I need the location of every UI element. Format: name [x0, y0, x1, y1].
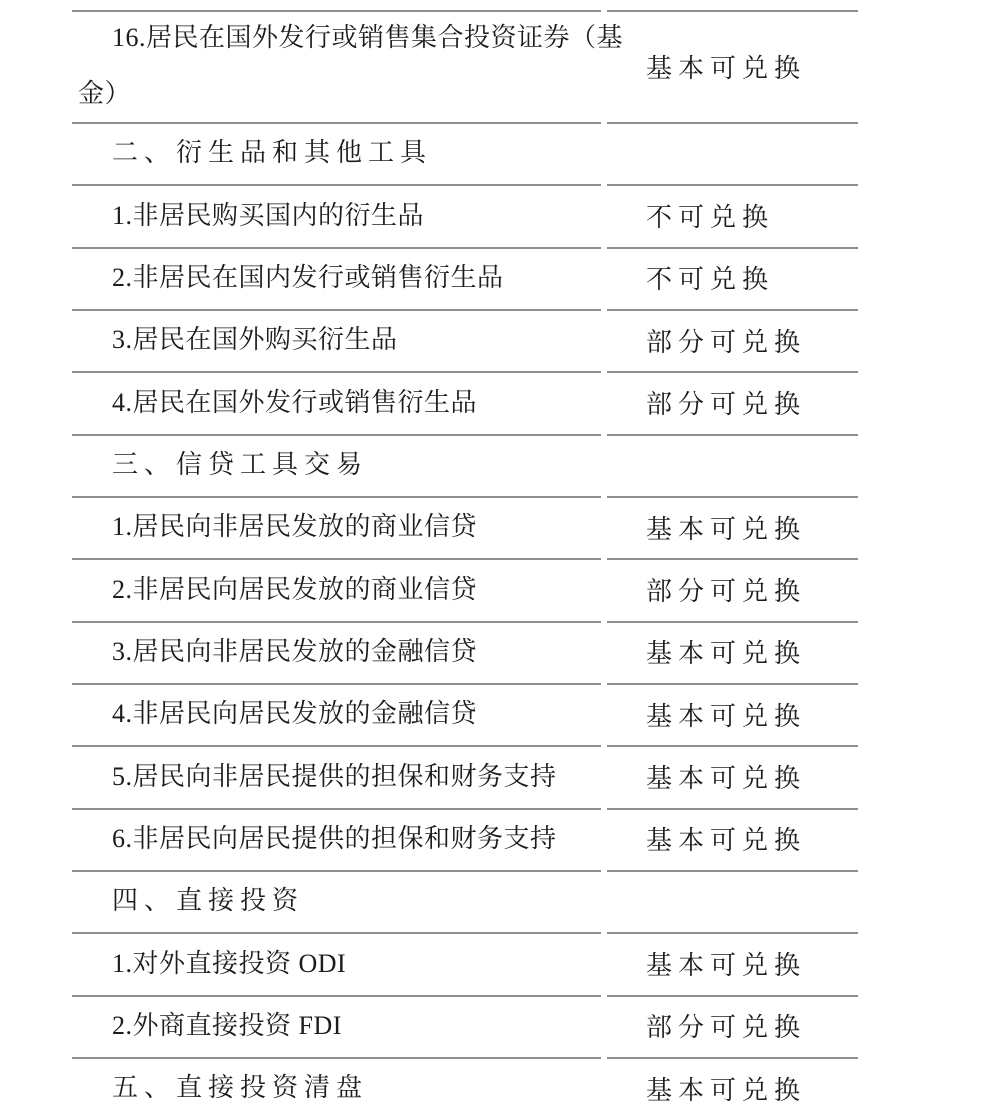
row-divider-right: [607, 122, 858, 124]
convertibility-status: 不可兑换: [646, 203, 775, 233]
convertibility-status: 不可兑换: [646, 265, 775, 295]
section-label: [78, 434, 618, 496]
label-line: 四、直接投资: [112, 886, 305, 916]
item-label: [78, 745, 618, 807]
table-row: [72, 434, 858, 496]
convertibility-status: 基本可兑换: [646, 53, 807, 83]
convertibility-table: [72, 10, 858, 1120]
label-line: 5.居民向非居民提供的担保和财务支持: [112, 761, 557, 791]
convertibility-status: 基本可兑换: [646, 514, 807, 544]
table-row: [72, 808, 858, 870]
table-row: [72, 870, 858, 932]
item-label: [78, 184, 618, 246]
label-line: 6.非居民向居民提供的担保和财务支持: [112, 823, 557, 853]
label-line: 金）: [78, 79, 132, 108]
table-row: [72, 745, 858, 807]
label-line: 2.外商直接投资 FDI: [112, 1010, 342, 1040]
label-line: 3.居民在国外购买衍生品: [112, 325, 398, 355]
section-label: [78, 122, 618, 184]
convertibility-status: 部分可兑换: [646, 577, 807, 607]
label-line: 2.非居民在国内发行或销售衍生品: [112, 262, 504, 292]
item-label: [78, 558, 618, 620]
item-label: [78, 371, 618, 433]
label-line: 4.非居民向居民发放的金融信贷: [112, 699, 478, 729]
convertibility-status: 基本可兑换: [646, 826, 807, 856]
label-line: 1.对外直接投资 ODI: [112, 948, 347, 978]
label-line: 16.居民在国外发行或销售集合投资证券（基: [112, 23, 624, 52]
label-line: 二、衍生品和其他工具: [112, 138, 433, 168]
item-label: [78, 496, 618, 558]
row-divider-right: [607, 870, 858, 872]
label-line: 4.居民在国外发行或销售衍生品: [112, 387, 478, 417]
convertibility-status: 基本可兑换: [646, 764, 807, 794]
item-label: [78, 995, 618, 1057]
label-line: 三、信贷工具交易: [112, 449, 369, 479]
item-label: [78, 683, 618, 745]
table-row: [72, 932, 858, 994]
table-row: [72, 558, 858, 620]
convertibility-status: 基本可兑换: [646, 951, 807, 981]
table-row: [72, 1057, 858, 1119]
table-row: [72, 496, 858, 558]
table-row: [72, 371, 858, 433]
convertibility-status: 部分可兑换: [646, 1013, 807, 1043]
table-row: [72, 309, 858, 371]
table-row: [72, 247, 858, 309]
item-label: [78, 621, 618, 683]
item-label: [78, 247, 618, 309]
item-label: [78, 10, 624, 122]
label-line: 1.居民向非居民发放的商业信贷: [112, 512, 478, 542]
section-label: [78, 870, 618, 932]
convertibility-status: 部分可兑换: [646, 390, 807, 420]
convertibility-status: 基本可兑换: [646, 639, 807, 669]
table-row: [72, 621, 858, 683]
table-row: [72, 683, 858, 745]
table-row: [72, 995, 858, 1057]
table-row: [72, 10, 858, 122]
label-line: 五、直接投资清盘: [112, 1073, 369, 1103]
table-row: [72, 184, 858, 246]
label-line: 1.非居民购买国内的衍生品: [112, 200, 425, 230]
row-divider-right: [607, 434, 858, 436]
section-label: [78, 1057, 618, 1119]
convertibility-status: 部分可兑换: [646, 327, 807, 357]
item-label: [78, 932, 618, 994]
convertibility-status: 基本可兑换: [646, 1075, 807, 1105]
item-label: [78, 808, 618, 870]
item-label: [78, 309, 618, 371]
convertibility-status: 基本可兑换: [646, 701, 807, 731]
table-row: [72, 122, 858, 184]
label-line: 2.非居民向居民发放的商业信贷: [112, 574, 478, 604]
label-line: 3.居民向非居民发放的金融信贷: [112, 636, 478, 666]
